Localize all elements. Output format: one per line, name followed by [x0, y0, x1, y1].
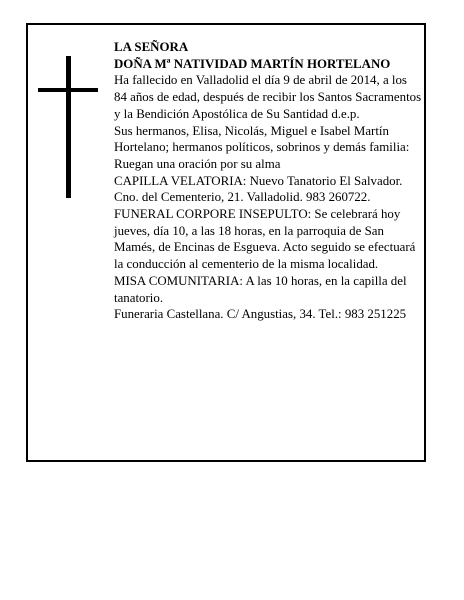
- funeral-home-info: Funeraria Castellana. C/ Angustias, 34. Tel.: 983 251225: [114, 307, 407, 322]
- family-list: Sus hermanos, Elisa, Nicolás, Miguel e Isabel Martín Hortelano; hermanos políticos, sobrinos y demás familia:: [114, 123, 410, 155]
- latin-cross-icon: [38, 56, 98, 198]
- cross-horizontal-bar: [38, 88, 98, 92]
- notice-text: [114, 39, 422, 323]
- notice-title: LA SEÑORA: [114, 40, 189, 54]
- prayer-request: Ruegan una oración por su alma: [114, 156, 281, 171]
- funeral-info: FUNERAL CORPORE INSEPULTO: Se celebrará hoy jueves, día 10, a las 18 horas, en la parroquia de San Mamés, de Encinas de Esgueva. Acto seguido se efectuará la conducción al cementerio de la misma localidad.: [114, 207, 416, 272]
- mass-info: MISA COMUNITARIA: A las 10 horas, en la capilla del tanatorio.: [114, 273, 407, 305]
- death-announcement: Ha fallecido en Valladolid el día 9 de abril de 2014, a los 84 años de edad, después de recibir los Santos Sacramentos y la Bendición Apostólica de Su Santidad d.e.p.: [114, 73, 422, 121]
- cross-vertical-bar: [66, 56, 71, 198]
- obituary-notice: [26, 23, 426, 462]
- wake-chapel-info: CAPILLA VELATORIA: Nuevo Tanatorio El Salvador. Cno. del Cementerio, 21. Valladolid. 983 260722.: [114, 173, 403, 205]
- deceased-name: DOÑA Mª NATIVIDAD MARTÍN HORTELANO: [114, 56, 391, 71]
